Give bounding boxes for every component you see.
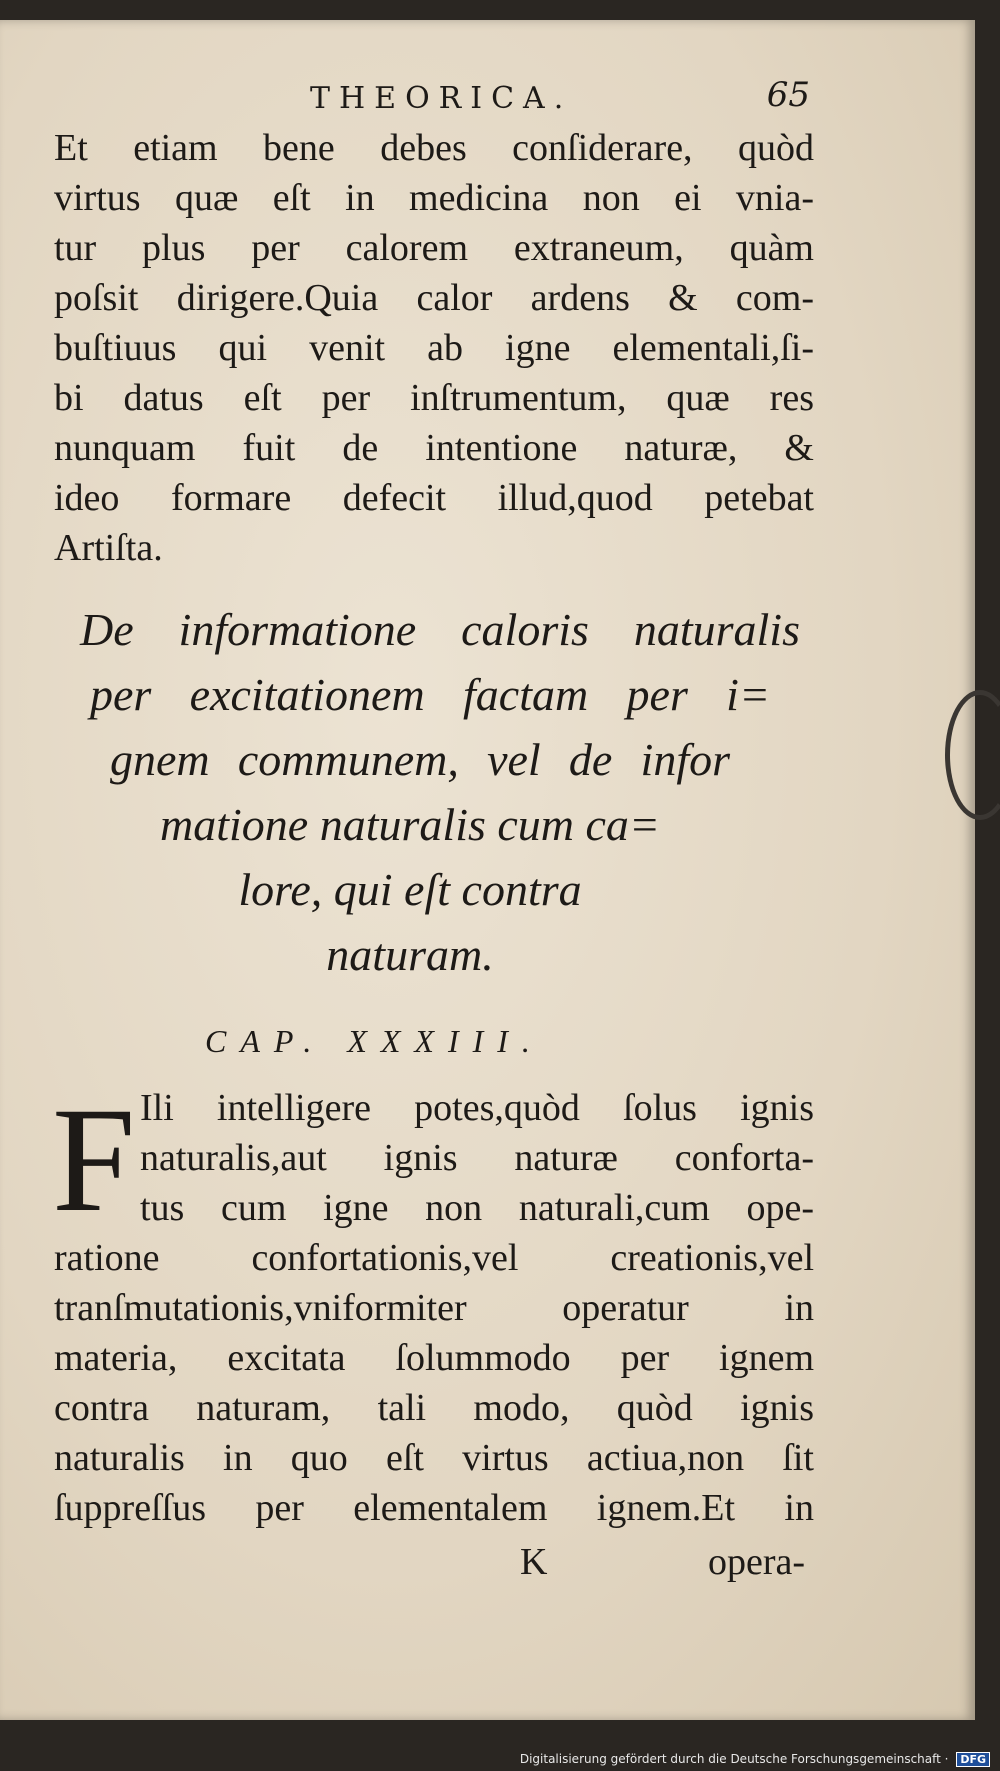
- paragraph2-line: tus cum igne non naturali,cum ope-: [140, 1187, 814, 1229]
- paragraph1-line: poſsit dirigere.Quia calor ardens & com-: [54, 277, 814, 319]
- running-title: THEORICA.: [310, 81, 573, 116]
- chapter-heading-line: per excitationem factam per i=: [90, 669, 770, 720]
- paragraph1-line: Et etiam bene debes conſiderare, quòd: [54, 127, 814, 169]
- paragraph1-line: virtus quæ eſt in medicina non ei vnia-: [54, 177, 814, 219]
- page-number: 65: [766, 75, 810, 115]
- digitization-footer: [520, 1752, 990, 1767]
- paragraph1-line: Artiſta.: [54, 527, 163, 569]
- paragraph1-line: nunquam fuit de intentione naturæ, &: [54, 427, 814, 469]
- chapter-heading-line: lore, qui eſt contra: [238, 864, 582, 915]
- running-head: [310, 75, 810, 119]
- paragraph1-line: bi datus eſt per inſtrumentum, quæ res: [54, 377, 814, 419]
- paragraph2-line: naturalis,aut ignis naturæ conforta-: [140, 1137, 814, 1179]
- catchword: opera-: [707, 1541, 805, 1583]
- paragraph2-line: ſuppreſſus per elementalem ignem.Et in: [54, 1487, 814, 1529]
- paragraph2-line: ratione confortationis,vel creationis,vel: [54, 1237, 814, 1279]
- paragraph2-line: contra naturam, tali modo, quòd ignis: [54, 1387, 814, 1429]
- paragraph1-line: ideo formare defecit illud,quod petebat: [54, 477, 814, 519]
- paragraph2-line: materia, excitata ſolummodo per ignem: [54, 1337, 814, 1379]
- paragraph2-line: Ili intelligere potes,quòd ſolus ignis: [140, 1087, 814, 1129]
- paragraph2-line: tranſmutationis,vniformiter operatur in: [54, 1287, 814, 1329]
- chapter-number: CAP. XXXIII.: [205, 1023, 544, 1059]
- footer-text: Digitalisierung gefördert durch die Deutsche Forschungsgemeinschaft ·: [519, 1752, 949, 1766]
- chapter-heading-line: matione naturalis cum ca=: [160, 799, 660, 850]
- drop-cap: F: [52, 1077, 136, 1243]
- chapter-heading-line: naturam.: [326, 929, 494, 980]
- dfg-logo: DFG: [956, 1752, 990, 1767]
- chapter-heading-line: gnem communem, vel de infor: [110, 734, 730, 785]
- paragraph1-line: buſtiuus qui venit ab igne elementali,ſi-: [54, 327, 814, 369]
- chapter-heading-line: De informatione caloris naturalis: [80, 604, 800, 655]
- book-page: [0, 20, 975, 1720]
- signature-mark: K: [520, 1541, 548, 1583]
- paragraph2-line: naturalis in quo eſt virtus actiua,non ſit: [54, 1437, 814, 1479]
- paragraph1-line: tur plus per calorem extraneum, quàm: [54, 227, 814, 269]
